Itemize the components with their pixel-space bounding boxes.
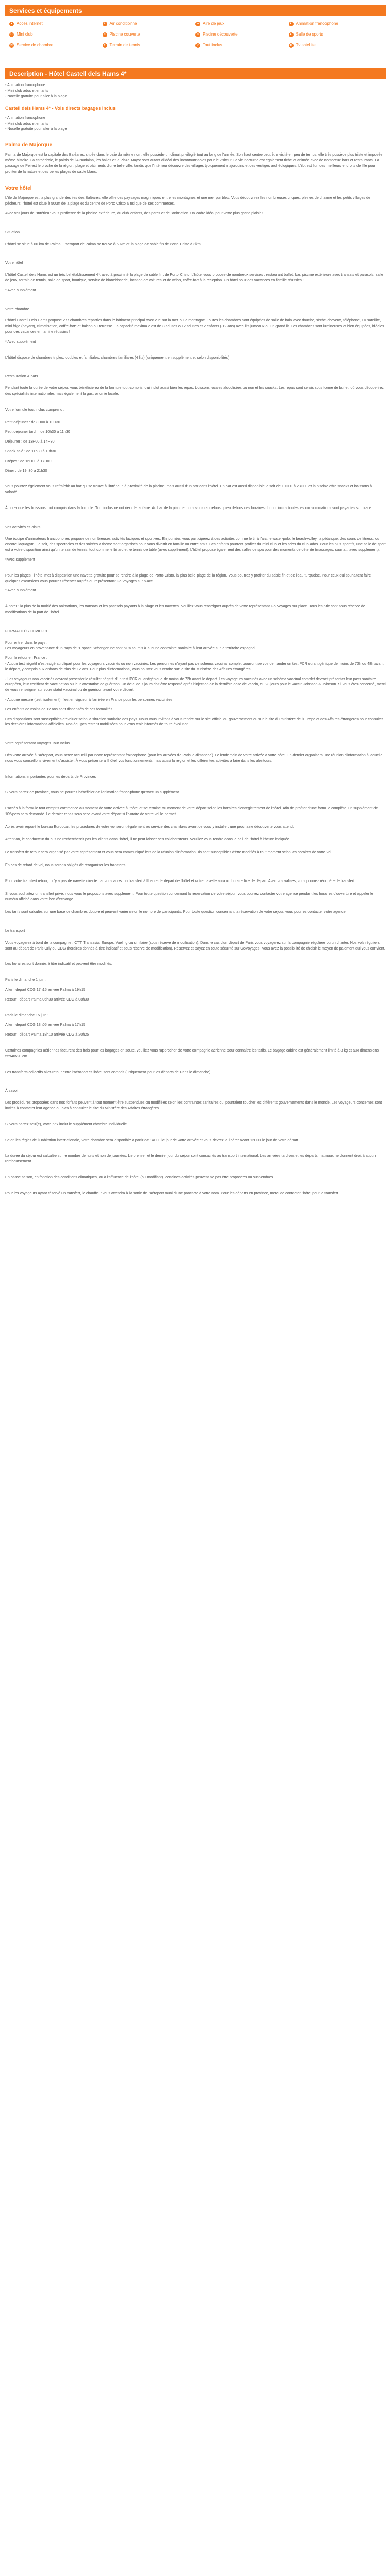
- services-grid: [5, 16, 386, 54]
- room-service-icon: ✉: [10, 43, 13, 47]
- schedule-item: Déjeuner : de 13H00 à 14H30: [5, 439, 55, 444]
- formalites-label: FORMALITÉS COVID-19: [5, 628, 47, 633]
- situation-label: Situation: [5, 229, 20, 234]
- formalites-text-5: Les enfants de moins de 12 ans sont dispensés de ces formalités.: [5, 706, 114, 711]
- formalites-text: Les voyageurs en provenance d'un pays de l'Espace Schengen ne sont plus soumis à aucune contrainte sanitaire à leur arrivée sur le territoire espagnol.: [5, 646, 256, 651]
- elevator-icon: ▲: [10, 22, 13, 25]
- miniclub-icon: ☺: [10, 32, 13, 36]
- transport-text-3: Certaines compagnies aériennes facturent des frais pour les bagages en soute, veuillez vous rapprocher de votre compagnie aérienne pour connaître les tarifs. Le bagage cabine est généralement limité à 8 kg et aux dimensions 55x40x20 cm.: [5, 1048, 379, 1058]
- service-item[interactable]: [289, 21, 382, 27]
- votre-hotel-label: Votre hôtel: [5, 260, 23, 265]
- flight-line: Aller : départ CDG 17h15 arrivée Palma à 19h15: [5, 987, 86, 992]
- extras-text-3: Les tarifs sont calculés sur une base de chambres double et peuvent varier selon le nombre de participants. Pour toute question concernant la réservation de votre séjour, vous pourrez contacter votre agence.: [5, 909, 347, 914]
- restauration-text: Pendant toute la durée de votre séjour, vous bénéficierez de la formule tout compris, qui inclut aussi bien les repas, boissons locales alcoolisées ou non et les snacks. Les repas sont servis sous forme de buffet, où vous découvrirez des spécialités internationales mais également la gastronomie locale.: [5, 385, 384, 396]
- votre-hotel-heading: Votre hôtel: [5, 185, 32, 192]
- savoir-text-2: Si vous partez seul(e), votre prix inclut le supplément chambre individuelle.: [5, 1121, 128, 1126]
- formalites-label-2: Pour entrer dans le pays :: [5, 640, 48, 645]
- all-inclusive-icon: ✔: [196, 43, 200, 47]
- intro-bullet: - Mini club ados et enfants: [5, 88, 48, 93]
- schedule-item: Dîner : de 19h30 à 21h30: [5, 468, 47, 473]
- transport-text: Vous voyagerez à bord de la compagnie : CTT, Transavia, Europe, Vueling ou similaire (sous réserve de modification). Dans le cas d'un départ de Paris vous voyagerez sur la compagnie régulière ou un charter. Nos vols réguliers sont au départ de Paris Orly ou CDG (horaires donnés à titre indicatif et sous réserve de modification). Réservez et payez en toute sécurité sur GoVoyages. Vous avez la possibilité de choisir le moyen de paiement qui vous convient.: [5, 940, 385, 951]
- flights-a-label: Paris le dimanche 1 juin :: [5, 977, 47, 982]
- savoir-text-3: Selon les règles de l'Habitation internationale, votre chambre sera disponible à partir de 14H00 le jour de votre arrivée et vous devrez la libérer avant 12H00 le jour de votre départ.: [5, 1137, 299, 1142]
- service-label: Piscine couverte: [109, 32, 140, 37]
- service-item[interactable]: [289, 42, 382, 48]
- formalites-label-3: Pour le retour en France :: [5, 655, 47, 660]
- info-text-2: Si vous partez de province, vous ne pourrez bénéficier de l'animation francophone qu'avec un supplément.: [5, 790, 181, 795]
- pool-icon: ≈: [103, 32, 107, 37]
- service-item[interactable]: [103, 31, 196, 38]
- tennis-icon: ●: [103, 43, 107, 48]
- service-item[interactable]: [103, 21, 196, 27]
- page: [5, 0, 386, 1211]
- info-text-6: Le transfert de retour sera organisé par votre représentant et vous sera communiqué lors de la réunion d'information. Ils sont susceptibles d'être modifiés à tout moment selon les horaires de votre vol.: [5, 850, 332, 855]
- votre-hotel-detail: L'hôtel Castell dels Hams est un très bel établissement 4*, avec à proximité la plage de sable fin, de Porto Cristo. L'hôtel vous propose de nombreux services : restaurant buffet, bar, piscine extérieure avec transats et parasols, salle de jeux, terrain de tennis, salle de sport, boutique, service de blanchisserie, location de voitures et de vélos, coffre-fort à la réception. Un hôtel pour des vacances en famille réussies !: [5, 272, 383, 283]
- service-label: Mini club: [17, 32, 33, 37]
- services-banner: Services et équipements: [5, 5, 386, 16]
- service-label: Animation francophone: [296, 21, 338, 26]
- situation-text: L'hôtel se situe à 60 km de Palma. L'aéroport de Palma se trouve à 60km et la plage de sable fin de Porto Cristo à 3km.: [5, 241, 202, 246]
- service-item[interactable]: [289, 31, 382, 38]
- outdoor-pool-icon: ≈: [196, 32, 200, 37]
- info-text: Dès votre arrivée à l'aéroport, vous serez accueilli par notre représentant francophone (pour les arrivées de Paris le dimanche). Le lendemain de votre arrivée à votre hôtel, un dernier organisera une réunion d'information à laquelle nous vous conseillons vivement d'assister. À vous présentera l'hôtel, vos fonctionnements mais aussi la région et les différentes activités à faire dans les alentours.: [5, 752, 383, 763]
- activites-text: Une équipe d'animateurs francophones propose de nombreuses activités ludiques et sportives. En journée, vous participerez à des activités comme le tir à l'arc, le water-polo, le beach-volley, la pétanque, des cours de fitness, ou encore l'aquagym. Le soir, des spectacles et des soirées à thème sont organisés pour vous divertir en famille ou entre amis. Les enfants pourront profiter du mini club et les ados du club ados. Pour les plus sportifs, une salle de sport est à votre disposition ainsi qu'un terrain de tennis, tout comme le billard et le tennis de table (avec supplément). L'hôtel propose également des salles de spa pour des moments de détente (massages, sauna... avec supplément).: [5, 536, 386, 552]
- activites-label: Vos activités et loisirs: [5, 524, 41, 529]
- service-label: Aire de jeux: [203, 21, 225, 26]
- service-item[interactable]: [196, 21, 289, 27]
- service-item[interactable]: [196, 31, 289, 38]
- animation-icon: ★: [289, 22, 292, 25]
- bar-schedule: [5, 420, 386, 474]
- boissons-text: Vous pourrez également vous rafraîchir au bar qui se trouve à l'intérieur, à proximité de la piscine, mais aussi d'un bar dans l'hôtel. Un bar est aussi disponible le soir de 10H00 à 23H00 et la piscine offre snacks et boissons à volonté.: [5, 484, 372, 495]
- chambres-text: L'hôtel Castell Dels Hams propose 277 chambres réparties dans le bâtiment principal avec vue sur la mer ou la montagne. Toutes les chambres sont équipées de salle de bain avec douche, sèche-cheveux, téléphone, TV satellite, mini frigo (payant), climatisation, coffre-fort* et balcon ou terrasse. La capacité maximale est de 3 adultes ou 2 adultes et 2 enfants (-12 ans) avec lits jumeaux ou un grand lit. Les chambres sont lumineuses et bien équipées, idéales pour des vacances en famille réussies !: [5, 318, 384, 334]
- service-item[interactable]: [196, 42, 289, 48]
- note-text: À noter : la plus de la moitié des animations, les transats et les parasols payants à la plage et les navettes. Veuillez vous renseigner auprès de votre représentant Go Voyages sur place. Tous les prix sont sous réserve de modifications de la part de l'hôtel.: [5, 604, 365, 614]
- extras-text: Pour votre transfert retour, il n'y a pas de navette directe car vous aurez un transfert à l'heure de départ de l'hôtel et votre navette aura un horaire fixe de départ. Avec vos valises, vous pourrez récupérer le transfert.: [5, 878, 356, 883]
- chambres-text-2: L'hôtel dispose de chambres triples, doubles et familiales, chambres familiales (4 lits) (uniquement en supplément et selon disponibilités).: [5, 354, 231, 360]
- service-item[interactable]: [103, 42, 196, 48]
- wifi-icon: ◉: [289, 43, 292, 47]
- note-1: * Avec supplément: [5, 287, 36, 292]
- service-label: Service de chambre: [17, 43, 54, 47]
- service-label: Salle de sports: [296, 32, 323, 37]
- formalites-text-2: - Aucun test négatif n'est exigé au départ pour les voyageurs vaccinés ou non vaccinés. Les personnes n'ayant pas de schéma vaccinal complet pourront se voir demander un test PCR ou antigénique de moins de 72h ou 48h avant le départ, y compris aux enfants de plus de 12 ans. Pour plus d'informations, vous pouvez vous rendre sur le site du Ministère des Affaires étrangères.: [5, 660, 384, 671]
- chambres-label: Votre chambre: [5, 306, 29, 311]
- service-label: Tv satellite: [296, 43, 316, 47]
- savoir-text-6: Pour les voyageurs ayant réservé un transfert, le chauffeur vous attendra à la sortie de l'aéroport muni d'une pancarte à votre nom. Pour les départs en province, merci de contacter l'hôtel pour le transfert.: [5, 1190, 339, 1195]
- service-item[interactable]: [9, 31, 103, 38]
- formalites-text-6: Ces dispositions sont susceptibles d'évoluer selon la situation sanitaire des pays. Nous vous invitons à vous rendre sur le site officiel du gouvernement ou sur le site du ministère de l'Europe et des Affaires étrangères pour consulter les dernières informations officielles. Nos équipes restent mobilisées pour vous tenir informés de toute évolution.: [5, 716, 383, 727]
- flight-line: Retour : départ Palma 06h30 arrivée CDG à 08h30: [5, 996, 89, 1002]
- plages-text: Pour les plages : l'hôtel met à disposition une navette gratuite pour se rendre à la plage de Porto Cristo, la plus belle plage de la région. Vous pourrez y profiter du sable fin et de l'eau turquoise. Pour ceux qui souhaitent faire quelques excursions vous pourrez réserver auprès du représentant Go Voyages sur place.: [5, 572, 371, 583]
- info-text-7: En cas de retard de vol, nous serons obligés de réorganiser les transferts.: [5, 862, 127, 868]
- transport-text-2: Les horaires sont donnés à titre indicatif et peuvent être modifiés.: [5, 961, 112, 967]
- hotel-heading: Castell dels Hams 4* - Vols directs bagages inclus: [5, 106, 116, 111]
- info-text-4: Après avoir reposé le bureau Europcar, les procédures de votre vol seront également au service des chambres avant de vous y installer, une prochaine découverte vous attend.: [5, 824, 294, 829]
- service-label: Terrain de tennis: [109, 43, 140, 47]
- flights-b-label: Paris le dimanche 15 juin :: [5, 1012, 49, 1018]
- schedule-item: Petit déjeuner tardif : de 10h30 à 11h30: [5, 429, 70, 434]
- note-2: * Avec supplément: [5, 338, 36, 344]
- formalites-text-4: - Aucune mesure (test, isolement) n'est en vigueur à l'arrivée en France pour les personnes vaccinées.: [5, 697, 174, 702]
- palma-heading: Palma de Majorque: [5, 142, 53, 148]
- hotel-bullet: - Mini club ados et enfants: [5, 121, 48, 126]
- service-label: Tout inclus: [203, 43, 222, 47]
- tout-compris-label: Votre formule tout inclus comprend :: [5, 406, 65, 412]
- service-label: Piscine découverte: [203, 32, 238, 37]
- boissons-text-2: À noter que les boissons tout compris dans la formule. Tout inclus ne ont rien de tarifaire. Au bar de la piscine, nous vous rappelons qu'en dehors des horaires du tout inclus toutes les consommations sont payantes sur place.: [5, 505, 373, 510]
- service-label: Air conditionné: [109, 21, 137, 26]
- flight-line: Retour : départ Palma 18h10 arrivée CDG à 20h25: [5, 1032, 89, 1037]
- palma-text: Palma de Majorque est la capitale des Baléares, située dans le baie du même nom, elle possède un climat privilégié tout au long de l'année. Son haut centre peut être visité en peu de temps, elle très possède plus triste et imposée même histoire. La cathédrale, le palais de l'Almudaina, les halles et la Plaza Mayor sont autant d'idéal des incontournables pour le visiteur. La vie nocturne est également riche et animée avec de nombreux bars et restaurants. La passage de Pei est le proche de la région, plage et bâtiments d'une belle ville, tandis que l'intérieur découvre des villages typiquement majorquins et des vestiges archéologiques. L'ilot est l'un des meilleurs endroits de l'île pour profiter de la nature et des belles plages de sable blanc.: [5, 152, 383, 174]
- schedule-item: Petit déjeuner : de 8H00 à 10H30: [5, 419, 60, 425]
- transport-label: Le transport: [5, 928, 25, 934]
- hotel-bullet: - Animation francophone: [5, 115, 45, 120]
- hotel-bullet: - Nocelle gratuite pour aller à la plage: [5, 126, 67, 131]
- savoir-text-5: En basse saison, en fonction des conditions climatiques, ou à l'affluence de l'hôtel (ou modifiant), certaines activités peuvent ne pas être proposées ou suspendues.: [5, 1175, 274, 1179]
- intro-bullet: - Nocelle gratuite pour aller à la plage: [5, 93, 67, 98]
- savoir-text: Les procédures proposées dans nos forfaits peuvent à tout moment être suspendues ou modifiées selon les contraintes sanitaires qui pourraient toucher les différents gouvernements dans le monde. Les voyageurs concernés sont invités à contacter leur agence ou bien à consulter le site du Ministère des Affaires étrangères.: [5, 1100, 382, 1111]
- flight-line: Aller : départ CDG 13h05 arrivée Palma à 17h15: [5, 1022, 86, 1027]
- note-3: *Avec supplément: [5, 556, 35, 562]
- play-icon: ●: [196, 22, 200, 26]
- info-label: Votre représentant Voyages Tout Inclus: [5, 741, 70, 746]
- intro-bullets: [5, 82, 386, 99]
- service-label: Accès internet: [17, 21, 43, 26]
- transport-text-4: Les transferts collectifs aller-retour entre l'aéroport et l'hôtel sont compris (uniquement pour les départs de Paris le dimanche).: [5, 1069, 212, 1074]
- info-text-5: Attention, le conducteur du bus ne rechercherait pas les clients dans l'hôtel, il ne peut laisser ses collaborateurs. Veuillez vous rendre dans le hall de l'hôtel à l'heure indiquée.: [5, 837, 290, 842]
- description-banner: Description - Hôtel Castell dels Hams 4*: [5, 68, 386, 79]
- extras-text-2: Si vous souhaitez un transfert privé, nous vous le proposons avec supplément. Pour toute question concernant la réservation de votre séjour, vous pourrez contacter votre agence pendant les horaires d'ouverture et appeler le numéro affiché dans votre bon d'échange.: [5, 891, 373, 902]
- votre-text-1: L'île de Majorque est la plus grande des iles des Baléares, elle offre des paysages magnifiques entre les montagnes et une mer pur bleu. Vous découvrirez les nombreuses criques, pleines de charme et les petits villages de pêcheurs, l'hôtel est situé à 500m de la plage et du centre de Porto Cristo ainsi que de ses commerces.: [5, 195, 371, 206]
- aircon-icon: ✦: [103, 22, 106, 25]
- service-item[interactable]: [9, 21, 103, 27]
- info-label-2: Informations importantes pour les départs de Provinces: [5, 774, 96, 779]
- formalites-text-3: - Les voyageurs non vaccinés devront présenter le résultat négatif d'un test PCR ou antigénique de moins de 72h avant le départ. Les voyageurs vaccinés avec un schéma vaccinal complet devront présenter leur pass sanitaire européen, leur certificat de vaccination ou leur attestation de guérison. Un délai de 7 jours doit être respecté après l'injection de la dernière dose de vaccin, ou 28 jours pour le vaccin Johnson & Johnson. Si vous êtes concerné, merci de vous renseigner sur votre statut vaccinal ou de guérison avant votre départ.: [5, 676, 386, 692]
- service-item[interactable]: [9, 42, 103, 48]
- note-4: * Avec supplément: [5, 588, 36, 593]
- savoir-label: À savoir: [5, 1088, 19, 1093]
- gym-icon: ♦: [289, 32, 294, 37]
- schedule-item: Crêpes : de 16H00 à 17H00: [5, 458, 52, 463]
- schedule-item: Snack salé : de 11h30 à 13h30: [5, 449, 56, 453]
- votre-text-2: Avec vos jours de l'Intérieur vous profiterez de la piscine extérieure, du club enfants, des parcs et de l'animation. Un cadre idéal pour votre plus grand plaisir !: [5, 211, 264, 216]
- savoir-text-4: La durée du séjour est calculée sur le nombre de nuits et non de journées. Le premier et le dernier jour du séjour sont consacrés au transport international. Les arrivées tardives et les départs matinaux ne donnent droit à aucun remboursement.: [5, 1153, 376, 1164]
- info-text-3: L'accès à la formule tout compris commence au moment de votre arrivée à l'hôtel et se termine au moment de votre départ selon les horaires d'enregistrement de l'hôtel. Afin de profiter d'une formule complète, un supplément de 10€/pers sera demandé. Le dernier repas sera servi avant votre départ si l'horaire de votre vol le permet.: [5, 806, 378, 816]
- restauration-label: Restauration & bars: [5, 374, 38, 379]
- hotel-bullets: [5, 115, 386, 132]
- intro-bullet: - Animation francophone: [5, 82, 45, 87]
